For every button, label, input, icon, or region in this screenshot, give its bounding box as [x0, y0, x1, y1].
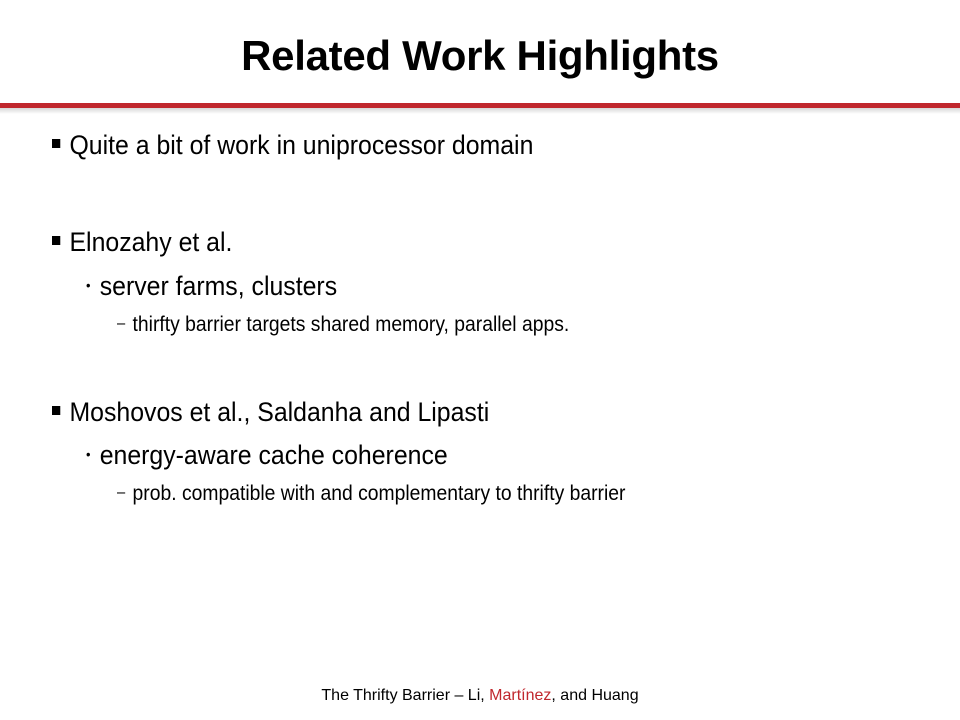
slide-title: Related Work Highlights	[241, 32, 719, 79]
sub-bullet-text: server farms, clusters	[99, 271, 338, 301]
bullet-item-uniprocessor	[52, 128, 533, 162]
footer-author-highlight: Martínez	[489, 687, 552, 704]
sub-bullet-cache-coherence	[86, 438, 448, 474]
dash-bullet-icon: –	[117, 484, 126, 502]
square-bullet-icon	[52, 406, 60, 415]
slide-footer	[0, 686, 960, 706]
bullet-text: Quite a bit of work in uniprocessor domain	[69, 130, 534, 160]
square-bullet-icon	[52, 236, 60, 245]
bullet-text: Elnozahy et al.	[69, 227, 233, 257]
bullet-item-elnozahy	[52, 225, 232, 259]
footer-suffix: , and Huang	[551, 687, 639, 704]
detail-item-compatible	[117, 481, 625, 507]
detail-item-thirfty	[117, 312, 569, 338]
sub-bullet-text: energy-aware cache coherence	[99, 440, 448, 470]
dot-bullet-icon: •	[86, 276, 91, 293]
title-divider-shadow	[0, 108, 960, 114]
detail-text: thirfty barrier targets shared memory, parallel apps.	[132, 313, 570, 336]
sub-bullet-server-farms	[86, 269, 337, 305]
bullet-item-moshovos	[52, 395, 489, 429]
footer-prefix: The Thrifty Barrier – Li,	[321, 687, 490, 704]
detail-text: prob. compatible with and complementary to thrifty barrier	[132, 482, 626, 505]
dash-bullet-icon: –	[117, 315, 126, 333]
square-bullet-icon	[52, 139, 60, 148]
bullet-text: Moshovos et al., Saldanha and Lipasti	[69, 397, 490, 427]
dot-bullet-icon: •	[86, 445, 91, 462]
